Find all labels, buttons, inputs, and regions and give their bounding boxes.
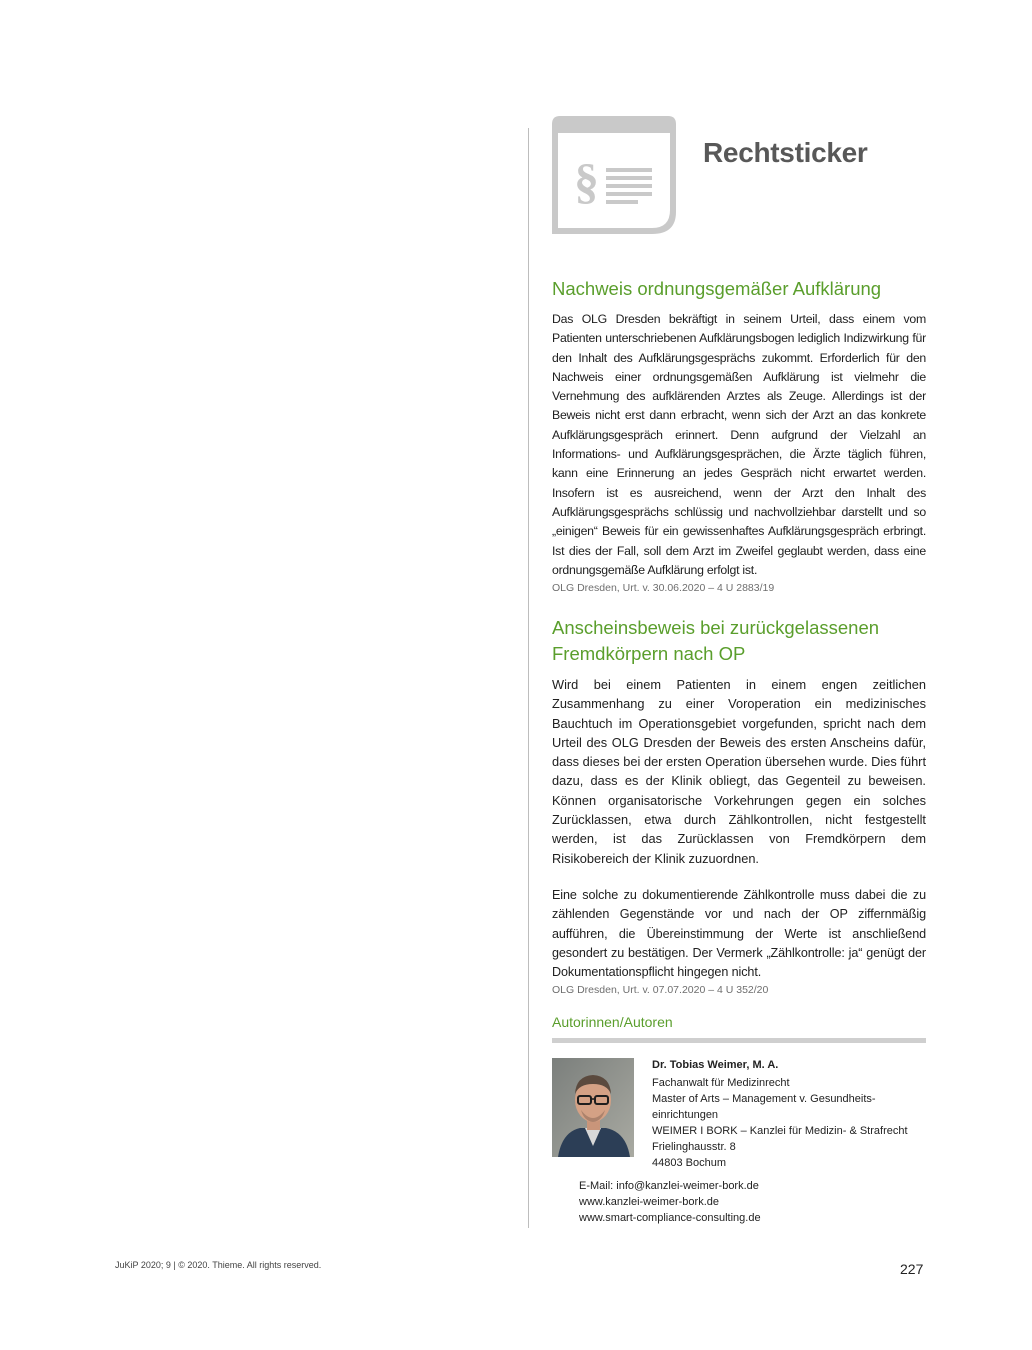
column-divider xyxy=(528,128,529,1228)
author-line: Fachanwalt für Medizinrecht xyxy=(652,1077,790,1089)
paragraph-document-icon xyxy=(552,116,676,234)
website-link[interactable]: www.kanzlei-weimer-bork.de xyxy=(579,1196,719,1208)
author-line: Frielinghausstr. 8 xyxy=(652,1141,736,1153)
email-link[interactable]: E-Mail: info@kanzlei-weimer-bork.de xyxy=(579,1180,759,1192)
authors-divider xyxy=(552,1038,926,1043)
author-line: 44803 Bochum xyxy=(652,1157,726,1169)
article-heading: Anscheinsbeweis bei zurückgelassenen Fremdkörpern nach OP xyxy=(552,617,880,664)
article-heading: Nachweis ordnungsgemäßer Aufklärung xyxy=(552,278,882,299)
page-title: Rechtsticker xyxy=(703,137,868,168)
author-line: Master of Arts – Management v. Gesundheits- xyxy=(652,1093,876,1105)
article-2 xyxy=(552,615,926,998)
author-line: einrichtungen xyxy=(652,1109,719,1121)
journal-footer: JuKiP 2020; 9 | © 2020. Thieme. All rights reserved. xyxy=(115,1260,322,1270)
website-link[interactable]: www.smart-compliance-consulting.de xyxy=(579,1212,761,1224)
article-body: Eine solche zu dokumentierende Zählkontrolle muss dabei die zu zählenden Gegenstände vor und nach der OP ziffernmäßig aufführen, die Übereinstimmung der Werte ist anschließend gesondert zu bestätigen. Der Vermerk „Zählkontrolle: ja“ genügt der Dokumentationspflicht hingegen nicht. xyxy=(552,887,926,980)
article-citation: OLG Dresden, Urt. v. 30.06.2020 – 4 U 2883/19 xyxy=(552,582,775,595)
page-number: 227 xyxy=(900,1261,924,1277)
author-photo xyxy=(552,1058,634,1157)
authors-heading: Autorinnen/Autoren xyxy=(552,1014,673,1030)
author-contacts xyxy=(579,1178,761,1226)
author-name: Dr. Tobias Weimer, M. A. xyxy=(652,1059,779,1071)
article-body: Wird bei einem Patienten in einem engen zeitlichen Zusammenhang zu einer Voroperation ein medizinisches Bauchtuch im Operationsgebiet vorgefunden, spricht nach dem Urteil des OLG Dresden der Beweis des ersten Anscheins dafür, dass dieses bei der ersten Operation übersehen wurde. Dies führt dazu, dass es der Klinik obliegt, das Gegenteil zu beweisen. Können organisatorische Vorkehrungen gegen ein solches Zurücklassen, etwa durch Zählkontrollen, nicht festgestellt werden, ist das Zurücklassen von Fremdkörpern dem Risikobereich der Klinik zuzuordnen. xyxy=(552,677,926,866)
article-1 xyxy=(552,276,926,596)
author-line: WEIMER I BORK – Kanzlei für Medizin- & Strafrecht xyxy=(652,1125,908,1137)
article-body: Das OLG Dresden bekräftigt in seinem Urteil, dass einem vom Patienten unterschriebenen Aufklärungsbogen lediglich Indizwirkung für den Inhalt des Aufklärungsgesprächs zukommt. Erforderlich für den Nachweis einer ordnungsgemäßen Aufklärung ist vielmehr die Vernehmung des aufklärenden Arztes als Zeuge. Allerdings ist der Beweis nicht erst dann erbracht, wenn sich der Arzt an das konkrete Aufklärungsgespräch erinnert. Denn aufgrund der Vielzahl an Informations- und Aufklärungsgesprächen, die Ärzte täglich führen, kann eine Erinnerung an jedes Gespräch nicht erwartet werden. Insofern ist es ausreichend, wenn der Arzt den Inhalt des Aufklärungsgesprächs schlüssig und nachvollziehbar darstellt und so „einigen“ Beweis für ein gewissenhaftes Aufklärungsgespräch erbringt. Ist dies der Fall, soll dem Arzt im Zweifel geglaubt werden, dass eine ordnungsgemäße Aufklärung erfolgt ist. xyxy=(552,312,926,577)
section-sign: § xyxy=(574,153,599,209)
article-citation: OLG Dresden, Urt. v. 07.07.2020 – 4 U 352/20 xyxy=(552,984,769,997)
author-info xyxy=(652,1057,922,1171)
